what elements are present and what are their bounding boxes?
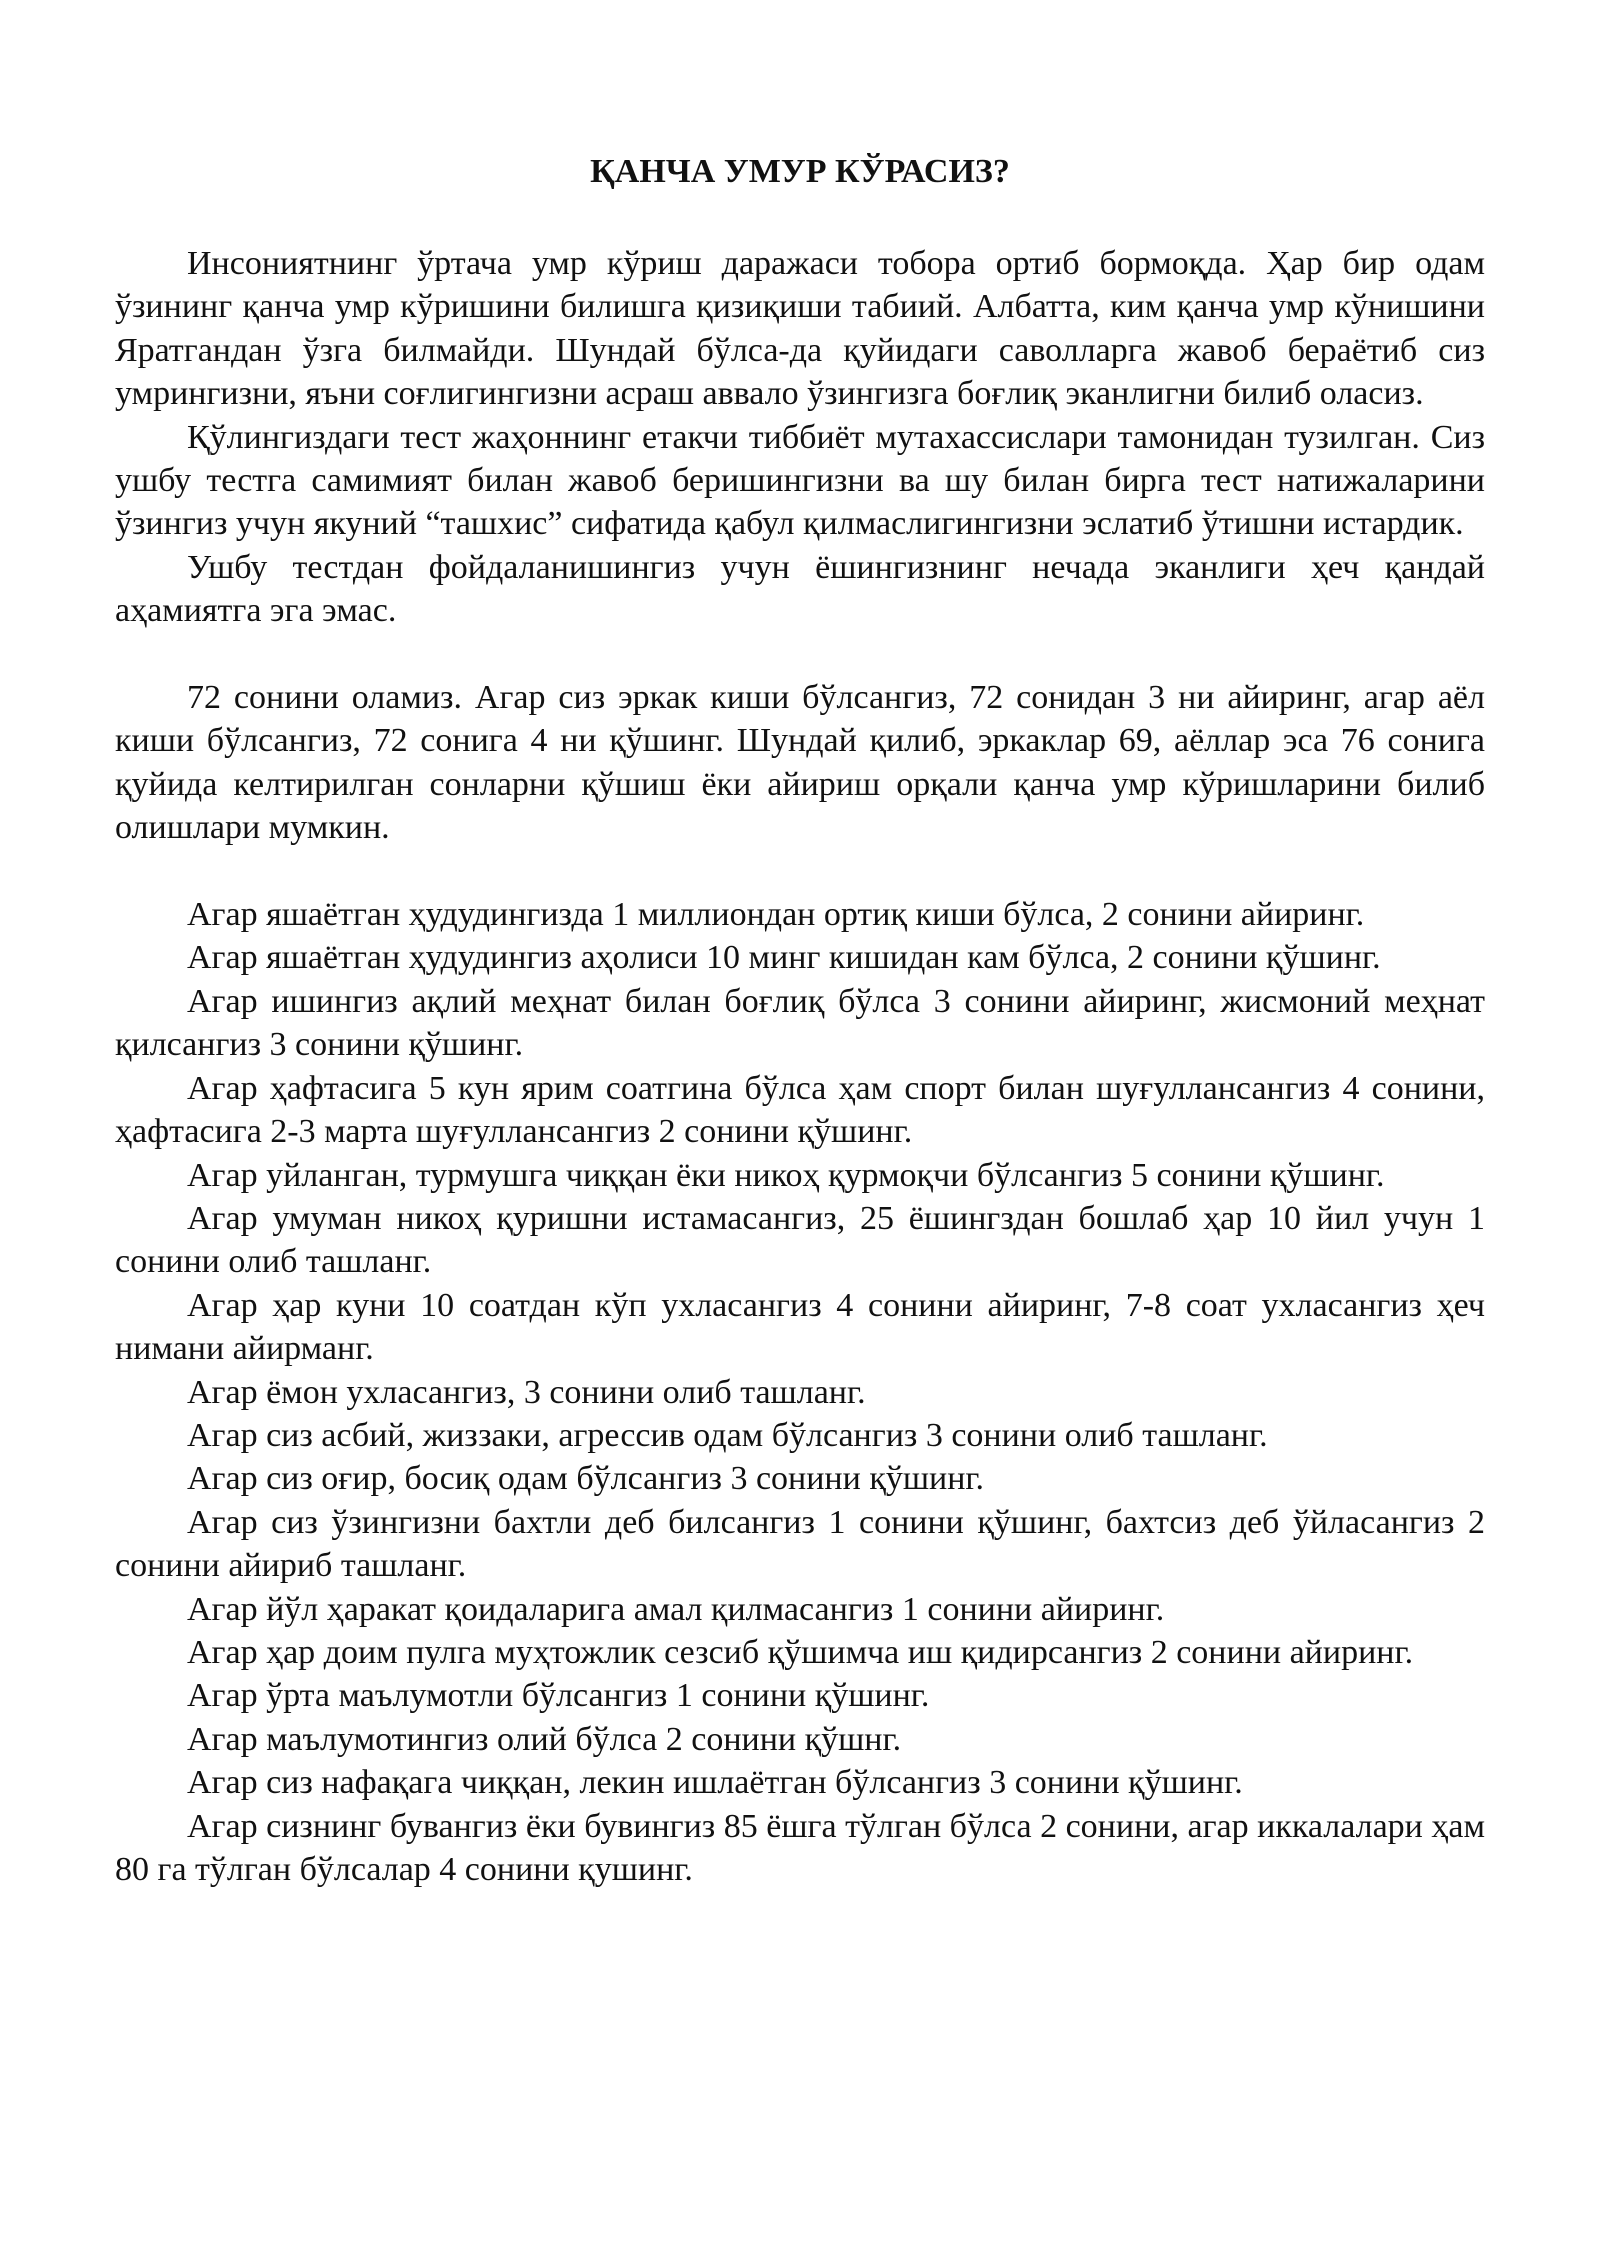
rule-item: Агар умуман никоҳ қуришни истамасангиз, 25 ёшингздан бошлаб ҳар 10 йил учун 1 сонини олиб ташланг.: [115, 1199, 1485, 1281]
rule-item: Агар ишингиз ақлий меҳнат билан боғлиқ бўлса 3 сонини айиринг, жисмоний меҳнат қилсангиз 3 сонини қўшинг.: [115, 982, 1485, 1064]
intro-paragraph-1: Инсониятнинг ўртача умр кўриш даражаси тобора ортиб бормоқда. Ҳар бир одам ўзининг қанча умр кўришини билишга қизиқиши табиий. Албатта, ким қанча умр кўнишини Яратгандан ўзга билмайди. Шундай бўлса-да қуйидаги саволларга жавоб бераётиб сиз умрингизни, яъни соғлигингизни асраш аввало ўзингизга боғлиқ эканлигни билиб оласиз.: [115, 245, 1485, 413]
paragraph-spacer: [115, 850, 1485, 893]
rule-item: Агар яшаётган ҳудудингизда 1 миллиондан ортиқ киши бўлса, 2 сонини айиринг.: [187, 896, 1365, 934]
rule-item: Агар ҳар куни 10 соатдан кўп ухласангиз 4 сонини айиринг, 7-8 соат ухласангиз ҳеч нимани айирманг.: [115, 1286, 1485, 1368]
rule-item: Агар ёмон ухласангиз, 3 сонини олиб ташланг.: [187, 1373, 866, 1411]
paragraph-spacer: [115, 633, 1485, 676]
intro-paragraph-2: Қўлингиздаги тест жаҳоннинг етакчи тиббиёт мутахассислари тамонидан тузилган. Сиз ушбу тестга самимият билан жавоб беришингизни ва шу билан бирга тест натижаларини ўзингиз учун якуний “ташхис” сифатида қабул қилмаслигингизни эслатиб ўтишни истардик.: [115, 418, 1485, 543]
document-title: ҚАНЧА УМУР КЎРАСИЗ?: [590, 153, 1010, 190]
rule-item: Агар сизнинг бувангиз ёки бувингиз 85 ёшга тўлган бўлса 2 сонини, агар иккалалари ҳам 80 га тўлган бўлсалар 4 сонини қушинг.: [115, 1807, 1485, 1888]
rule-item: Агар сиз асбий, жиззаки, агрессив одам бўлсангиз 3 сонини олиб ташланг.: [187, 1416, 1268, 1454]
rule-item: Агар сиз оғир, босиқ одам бўлсангиз 3 сонини қўшинг.: [187, 1460, 985, 1498]
rule-item: Агар уйланган, турмушга чиққан ёки никоҳ қурмоқчи бўлсангиз 5 сонини қўшинг.: [187, 1156, 1385, 1194]
rule-item: Агар ўрта маълумотли бўлсангиз 1 сонини қўшинг.: [187, 1677, 930, 1715]
document-page: [115, 150, 1485, 1891]
rule-item: Агар маълумотингиз олий бўлса 2 сонини қўшнг.: [187, 1720, 902, 1758]
rule-item: Агар ҳафтасига 5 кун ярим соатгина бўлса ҳам спорт билан шуғуллансангиз 4 сонини, ҳафтасига 2-3 марта шуғуллансангиз 2 сонини қўшинг.: [115, 1069, 1485, 1151]
rule-item: Агар яшаётган ҳудудингиз аҳолиси 10 минг кишидан кам бўлса, 2 сонини қўшинг.: [187, 939, 1381, 977]
instructions-paragraph: 72 сонини оламиз. Агар сиз эркак киши бўлсангиз, 72 сонидан 3 ни айиринг, агар аёл киши бўлсангиз, 72 сонига 4 ни қўшинг. Шундай қилиб, эркаклар 69, аёллар эса 76 сонига қуйида келтирилган сонларни қўшиш ёки айириш орқали қанча умр кўришларини билиб олишлари мумкин.: [115, 679, 1485, 847]
rule-item: Агар сиз ўзингизни бахтли деб билсангиз 1 сонини қўшинг, бахтсиз деб ўйласангиз 2 сонини айириб ташланг.: [115, 1503, 1485, 1585]
rule-item: Агар ҳар доим пулга муҳтожлик сезсиб қўшимча иш қидирсангиз 2 сонини айиринг.: [187, 1633, 1414, 1671]
intro-paragraph-3: Ушбу тестдан фойдаланишингиз учун ёшингизнинг нечада эканлиги ҳеч қандай аҳамиятга эга эмас.: [115, 548, 1485, 630]
rule-item: Агар йўл ҳаракат қоидаларига амал қилмасангиз 1 сонини айиринг.: [187, 1590, 1165, 1628]
rule-item: Агар сиз нафақага чиққан, лекин ишлаётган бўлсангиз 3 сонини қўшинг.: [187, 1764, 1243, 1802]
